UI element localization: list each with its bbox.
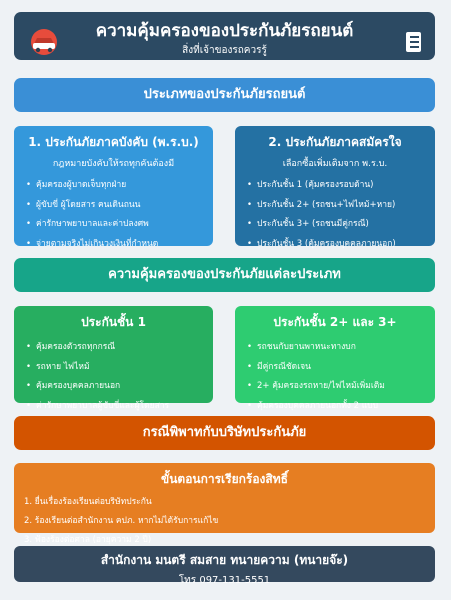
class2plus-title: ประกันชั้น 2+ และ 3+ (273, 315, 397, 329)
compulsory-card (14, 126, 213, 249)
types-heading: ประเภทของประกันภัยรถยนต์ (14, 78, 435, 112)
list-item: • ประกันชั้น 3+ (รถชนมีคู่กรณี) (235, 215, 435, 235)
list-item: • ประกันชั้น 1 (คุ้มครองรอบด้าน) (235, 176, 435, 196)
page-title: ความคุ้มครองของประกันภัยรถยนต์ (95, 21, 354, 41)
claims-title: ขั้นตอนการเรียกร้องสิทธิ์ (161, 472, 288, 486)
claim-step: 2. ร้องเรียนต่อสำนักงาน คปภ. หากไม่ได้รับการแก้ไข (24, 516, 219, 526)
list-item: • รถหาย ไฟไหม้ (14, 358, 213, 378)
claim-step: 3. ฟ้องร้องต่อศาล (อายุความ 2 ปี) (24, 535, 152, 545)
list-item: • ผู้ขับขี่ ผู้โดยสาร คนเดินถนน (14, 196, 213, 216)
voluntary-title: 2. ประกันภัยภาคสมัครใจ (268, 135, 402, 149)
coverage-heading: ความคุ้มครองของประกันภัยแต่ละประเภท (14, 258, 435, 292)
voluntary-card (235, 126, 435, 249)
footer-contact (14, 546, 435, 586)
class2plus-card (235, 306, 435, 411)
class1-card (14, 306, 213, 411)
claim-step: 1. ยื่นเรื่องร้องเรียนต่อบริษัทประกัน (24, 497, 152, 507)
list-item: • ประกันชั้น 3 (คุ้มครองบุคคลภายนอก) (235, 235, 435, 255)
office-name: สำนักงาน มนตรี สมสาย ทนายความ (ทนายจ๊ะ) (100, 553, 349, 567)
document-icon (406, 32, 421, 52)
page-subtitle: สิ่งที่เจ้าของรถควรรู้ (182, 45, 267, 56)
list-item: • ประกันชั้น 2+ (รถชน+ไฟไหม้+หาย) (235, 196, 435, 216)
header-banner (14, 12, 435, 60)
voluntary-subtitle: เลือกซื้อเพิ่มเติมจาก พ.ร.บ. (282, 159, 388, 169)
list-item: • ค่ารักษาพยาบาลและค่าปลงศพ (14, 215, 213, 235)
claims-card (14, 463, 435, 545)
list-item: • คุ้มครองตัวรถทุกกรณี (14, 338, 213, 358)
list-item: • คุ้มครองผู้บาดเจ็บทุกฝ่าย (14, 176, 213, 196)
list-item: • มีคู่กรณีชัดเจน (235, 358, 435, 378)
list-item: • รถชนกับยานพาหนะทางบก (235, 338, 435, 358)
phone-number: โทร 097-131-5551 (178, 575, 271, 586)
list-item: • คุ้มครองบุคคลภายนอกทั้ง 2 แบบ (235, 397, 435, 417)
list-item: • จ่ายตามจริงไม่เกินวงเงินที่กำหนด (14, 235, 213, 255)
list-item: • ค่ารักษาพยาบาลผู้ขับขี่และผู้โดยสาร (14, 397, 213, 417)
list-item: • คุ้มครองบุคคลภายนอก (14, 377, 213, 397)
compulsory-title: 1. ประกันภัยภาคบังคับ (พ.ร.บ.) (28, 135, 199, 149)
class1-title: ประกันชั้น 1 (81, 315, 146, 329)
dispute-heading: กรณีพิพาทกับบริษัทประกันภัย (14, 416, 435, 450)
compulsory-subtitle: กฎหมายบังคับให้รถทุกคันต้องมี (52, 159, 175, 169)
list-item: • 2+ คุ้มครองรถหาย/ไฟไหม้เพิ่มเติม (235, 377, 435, 397)
